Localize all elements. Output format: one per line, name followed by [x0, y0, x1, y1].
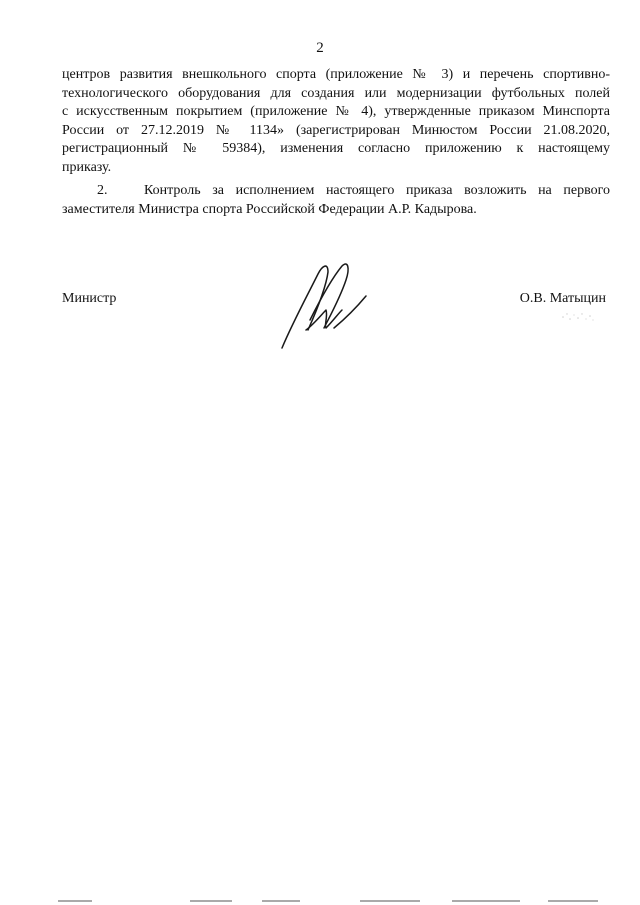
- body-line: регистрационный № 59384), изменения согласно приложению к настоящему: [62, 141, 610, 156]
- clause-number: 2.: [97, 183, 108, 198]
- clause-2-text: Контроль за исполнением настоящего приказа возложить на первого: [144, 183, 610, 198]
- body-line: приказу.: [62, 159, 112, 175]
- clause-2-line-2: заместителя Министра спорта Российской Федерации А.Р. Кадырова.: [62, 201, 477, 217]
- body-text: [62, 66, 610, 219]
- body-line: России от 27.12.2019 № 1134» (зарегистрирован Минюстом России 21.08.2020,: [62, 122, 610, 138]
- faint-stamp-mark: [560, 310, 596, 324]
- body-line: с искусственным покрытием (приложение № 4), утвержденные приказом Минспорта: [62, 104, 610, 119]
- handwritten-signature: [276, 254, 376, 354]
- scan-edge-marks: [0, 898, 640, 904]
- body-line: технологического оборудования для создания или модернизации футбольных полей: [62, 85, 610, 101]
- page-number: 2: [316, 40, 324, 56]
- signatory-name: О.В. Матыцин: [519, 291, 606, 306]
- body-line: центров развития внешкольного спорта (приложение № 3) и перечень спортивно-: [62, 67, 610, 82]
- signatory-title: Министр: [62, 291, 117, 306]
- clause-2-line-1: [62, 182, 610, 201]
